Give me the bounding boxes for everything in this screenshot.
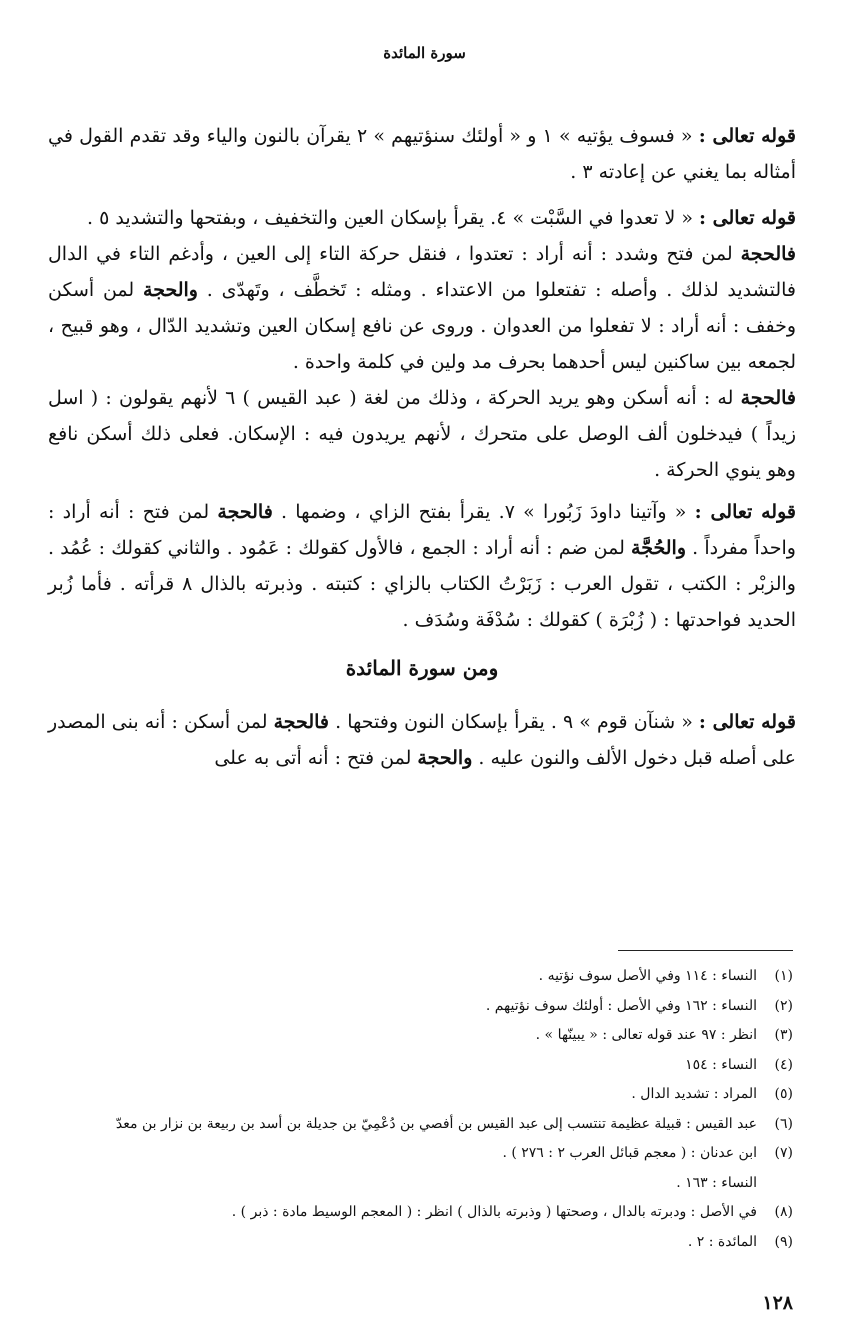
running-head: سورة المائدة — [383, 44, 466, 62]
lead-phrase: قوله تعالى : — [698, 125, 796, 147]
footnote — [13, 1198, 793, 1228]
paragraph-text: لمن فتح وشدد : أنه أراد : تعتدوا ، فنقل حركة التاء إلى العين ، وأدغم التاء في الدال فالتشديد لذلك . وأصله : تفتعلوا من الاعتداء . ومثله : تَخطَّف ، وتَهدّى . — [48, 243, 796, 301]
paragraph-2 — [48, 200, 796, 488]
footnote-number: (٢) — [774, 997, 793, 1014]
lead-phrase: فالحجة — [740, 243, 796, 265]
footnote-text: النساء : ١٦٣ . — [676, 1174, 757, 1191]
footnote-text: المراد : تشديد الدال . — [631, 1086, 757, 1102]
footnote-number: (١) — [774, 968, 793, 984]
footnote-number: (٤) — [774, 1056, 793, 1073]
footnote-text: انظر : ٩٧ عند قوله تعالى : « يبينّها » . — [535, 1027, 757, 1043]
footnote — [13, 1080, 793, 1110]
footnote-text: النساء : ١١٤ وفي الأصل سوف نؤتيه . — [538, 968, 757, 984]
footnote-text: النساء : ١٥٤ — [685, 1056, 757, 1073]
paragraph-text: « لا تعدوا في السَّبْت » ٤. يقرأ بإسكان العين والتخفيف ، وبفتحها والتشديد ٥ . — [87, 207, 699, 229]
paragraph-6 — [48, 704, 796, 776]
paragraph-text: لمن أسكن وخفف : أنه أراد : لا تفعلوا من العدوان . وروى عن نافع إسكان العين وتشديد الدّال ، وهو قبيح ، لجمعه بين ساكنين ليس أحدهما بحرف مد ولين في كلمة واحدة . — [48, 279, 796, 373]
footnote — [13, 992, 793, 1022]
paragraph-text: لمن فتح : أنه أراد : واحداً مفرداً . — [48, 501, 796, 559]
paragraph-text: له : أنه أسكن وهو يريد الحركة ، وذلك من لغة ( عبد القيس ) ٦ لأنهم يقولون : ( اسل زيداً ) فيدخلون ألف الوصل على متحرك ، لأنهم يريدون فيه : الإسكان. فعلى ذلك أسكن نافع وهو ينوي الحركة . — [48, 387, 796, 481]
footnote — [13, 1169, 793, 1199]
footnote — [13, 1021, 793, 1051]
footnote-number: (٥) — [774, 1086, 793, 1102]
footnote-text: عبد القيس : قبيلة عظيمة تنتسب إلى عبد القيس بن أفصي بن دُعْمِيّ بن جديلة بن أسد بن ربيعة بن نزار بن معدّ — [115, 1115, 757, 1132]
lead-phrase: قوله تعالى : — [698, 711, 796, 733]
footnote-number: (٩) — [774, 1233, 793, 1250]
paragraph-text: لمن فتح : أنه أتى به على — [214, 747, 418, 769]
paragraph-text: « فسوف يؤتيه » ١ و « أولئك سنؤتيهم » ٢ يقرآن بالنون والياء وقد تقدم القول في أمثاله بما يغني عن إعادته ٣ . — [48, 125, 796, 183]
lead-phrase: فالحجة — [273, 711, 329, 733]
footnote-number: (٦) — [774, 1115, 793, 1132]
lead-phrase: قوله تعالى : — [699, 207, 796, 229]
lead-phrase: فالحجة — [740, 387, 796, 409]
footnote — [13, 1110, 793, 1140]
paragraph-text: « وآتينا داودَ زَبُورا » ٧. يقرأ بفتح الزاي ، وضمها . — [272, 501, 695, 523]
lead-phrase: قوله تعالى : — [694, 501, 796, 523]
footnote — [13, 1139, 793, 1169]
paragraph-text: « شنآن قوم » ٩ . يقرأ بإسكان النون وفتحها . — [329, 711, 699, 733]
footnote — [13, 1051, 793, 1081]
section-heading: ومن سورة المائدة — [345, 656, 499, 680]
lead-phrase: والحجة — [143, 279, 198, 301]
footnote-divider — [618, 950, 793, 951]
body-text — [48, 118, 796, 786]
paragraph-5 — [48, 494, 796, 638]
paragraph-text: لمن أسكن : أنه بنى المصدر على أصله قبل دخول الألف والنون عليه . — [48, 711, 796, 769]
footnotes — [13, 962, 793, 1257]
footnote-text: في الأصل : ودبرته بالدال ، وصحتها ( وذبرته بالذال ) انظر : ( المعجم الوسيط مادة : ذبر ) . — [231, 1204, 757, 1220]
footnote-text: ابن عدنان : ( معجم قبائل العرب ٢ : ٢٧٦ ) . — [502, 1145, 757, 1161]
footnote-number: (٧) — [774, 1145, 793, 1161]
page-number: ١٢٨ — [762, 1292, 793, 1314]
footnote-text: المائدة : ٢ . — [687, 1233, 757, 1250]
footnote-text: النساء : ١٦٢ وفي الأصل : أولئك سوف نؤتيهم . — [485, 997, 757, 1014]
paragraph-1 — [48, 118, 796, 190]
footnote — [13, 962, 793, 992]
lead-phrase: والحُجَّة — [631, 537, 687, 559]
footnote-number: (٣) — [774, 1027, 793, 1043]
lead-phrase: والحجة — [417, 747, 473, 769]
footnote-number: (٨) — [774, 1204, 793, 1220]
footnote — [13, 1228, 793, 1258]
paragraph-text: لمن ضم : أنه أراد : الجمع ، فالأول كقولك : عَمُود . والثاني كقولك : عُمُد . والزبْر : الكتب ، تقول العرب : زَبَرْتُ الكتاب بالزاي : كتبته . وذبرته بالذال ٨ قرأته . فأما زُبر الحديد فواحدتها : ( زُبْرَة ) كقولك : سُدْفَة وسُدَف . — [48, 537, 796, 631]
lead-phrase: فالحجة — [217, 501, 273, 523]
